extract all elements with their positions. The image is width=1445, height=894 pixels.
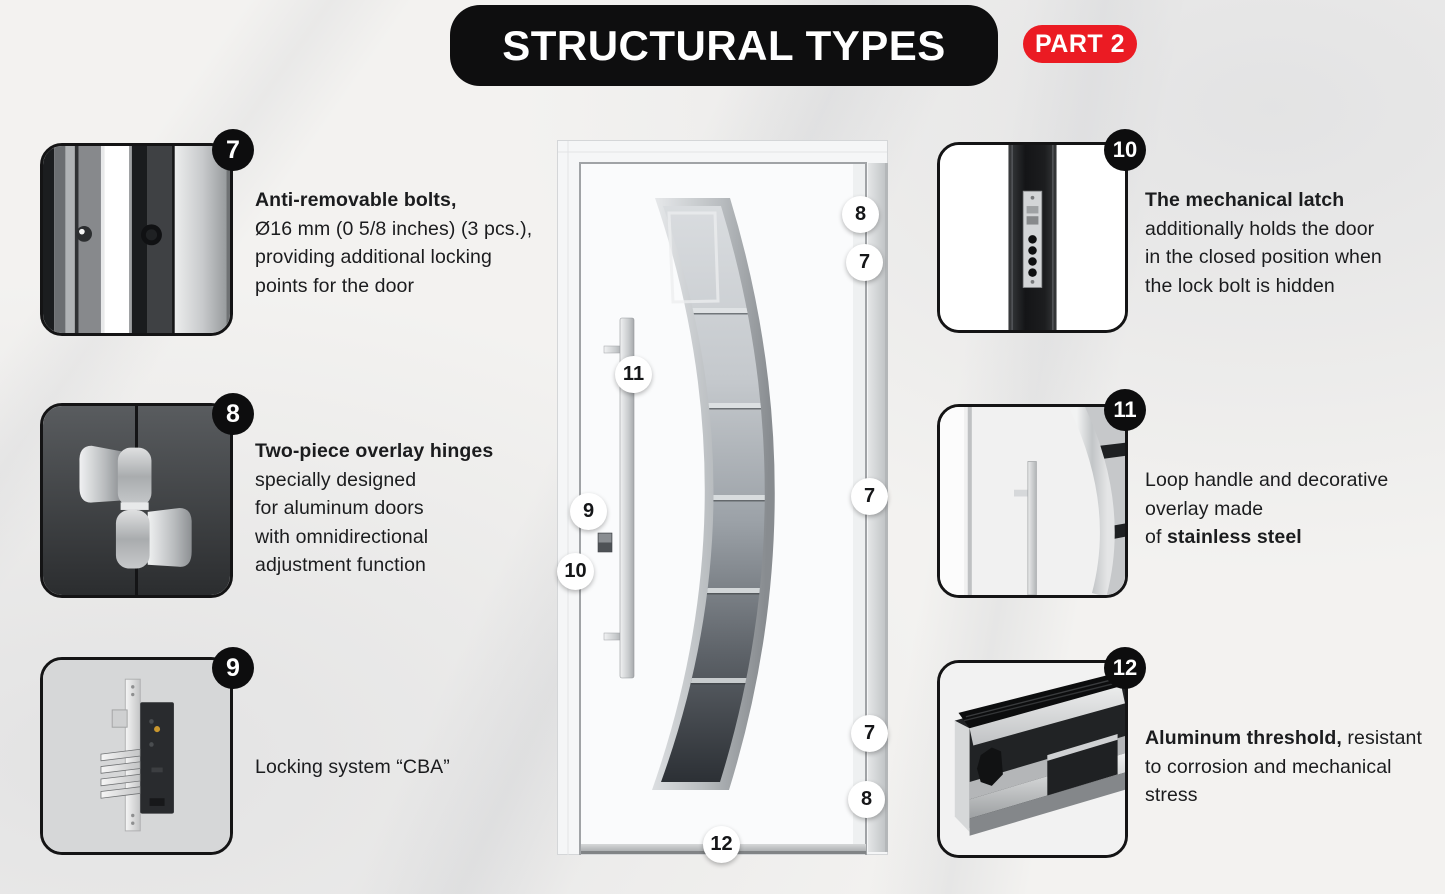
feature-7-photo	[40, 143, 233, 336]
hinge-bottom-wing	[148, 508, 192, 567]
feature-11-number-badge: 11	[1104, 389, 1146, 431]
feature-9-photo	[40, 657, 233, 855]
feature-9-number-badge: 9	[212, 647, 254, 689]
feature-10-number-badge: 10	[1104, 129, 1146, 171]
feature-11-description: Loop handle and decorative overlay made of stainless steel	[1145, 469, 1389, 548]
feature-8-description: Two-piece overlay hinges specially designed for aluminum doors with omnidirectional adjustment function	[255, 440, 494, 576]
door-callout-7-middle: 7	[851, 478, 888, 515]
hinge-top-wing	[79, 446, 121, 503]
handle-connector	[1014, 490, 1030, 497]
feature-7-number-badge: 7	[212, 129, 254, 171]
hinge-photo-art	[43, 406, 230, 595]
door-art	[557, 140, 888, 857]
door-callout-11: 11	[615, 356, 652, 393]
feature-12-photo	[937, 660, 1128, 858]
latch-photo-art	[940, 145, 1125, 330]
feature-12-number-badge: 12	[1104, 647, 1146, 689]
threshold-photo-art	[940, 663, 1125, 855]
door-callout-8-top: 8	[842, 196, 879, 233]
door-callout-7-top: 7	[846, 244, 883, 281]
bolt-head-1	[76, 226, 92, 242]
page-title: STRUCTURAL TYPES	[450, 5, 998, 86]
door-callout-7-bottom: 7	[851, 715, 888, 752]
part-number-badge: PART 2	[1023, 25, 1137, 63]
feature-11-photo	[937, 404, 1128, 598]
door-callout-9: 9	[570, 493, 607, 530]
door-callout-8-bottom: 8	[848, 781, 885, 818]
feature-10-description: The mechanical latch additionally holds the door in the closed position when the lock bolt is hidden	[1145, 189, 1382, 297]
latch-tongue	[1027, 206, 1039, 213]
bolts-photo-art	[43, 146, 230, 333]
feature-7-description: Anti-removable bolts, Ø16 mm (0 5/8 inches) (3 pcs.), providing additional locking points for the door	[255, 189, 533, 297]
feature-8-photo	[40, 403, 233, 598]
feature-9-description: Locking system “CBA”	[255, 756, 450, 778]
lock-body	[140, 702, 174, 813]
lock-bolt-block	[112, 710, 127, 727]
feature-12-description: Aluminum threshold, resistant to corrosion and mechanical stress	[1145, 727, 1423, 806]
door-diagram	[557, 140, 888, 857]
handle-photo-art	[940, 407, 1125, 595]
door-callout-10: 10	[557, 553, 594, 590]
door-lock-cylinder	[598, 533, 612, 552]
lock-photo-art	[43, 660, 230, 852]
door-callout-12: 12	[703, 826, 740, 863]
feature-10-photo	[937, 142, 1128, 333]
handle-bar	[1028, 462, 1037, 595]
feature-8-number-badge: 8	[212, 393, 254, 435]
